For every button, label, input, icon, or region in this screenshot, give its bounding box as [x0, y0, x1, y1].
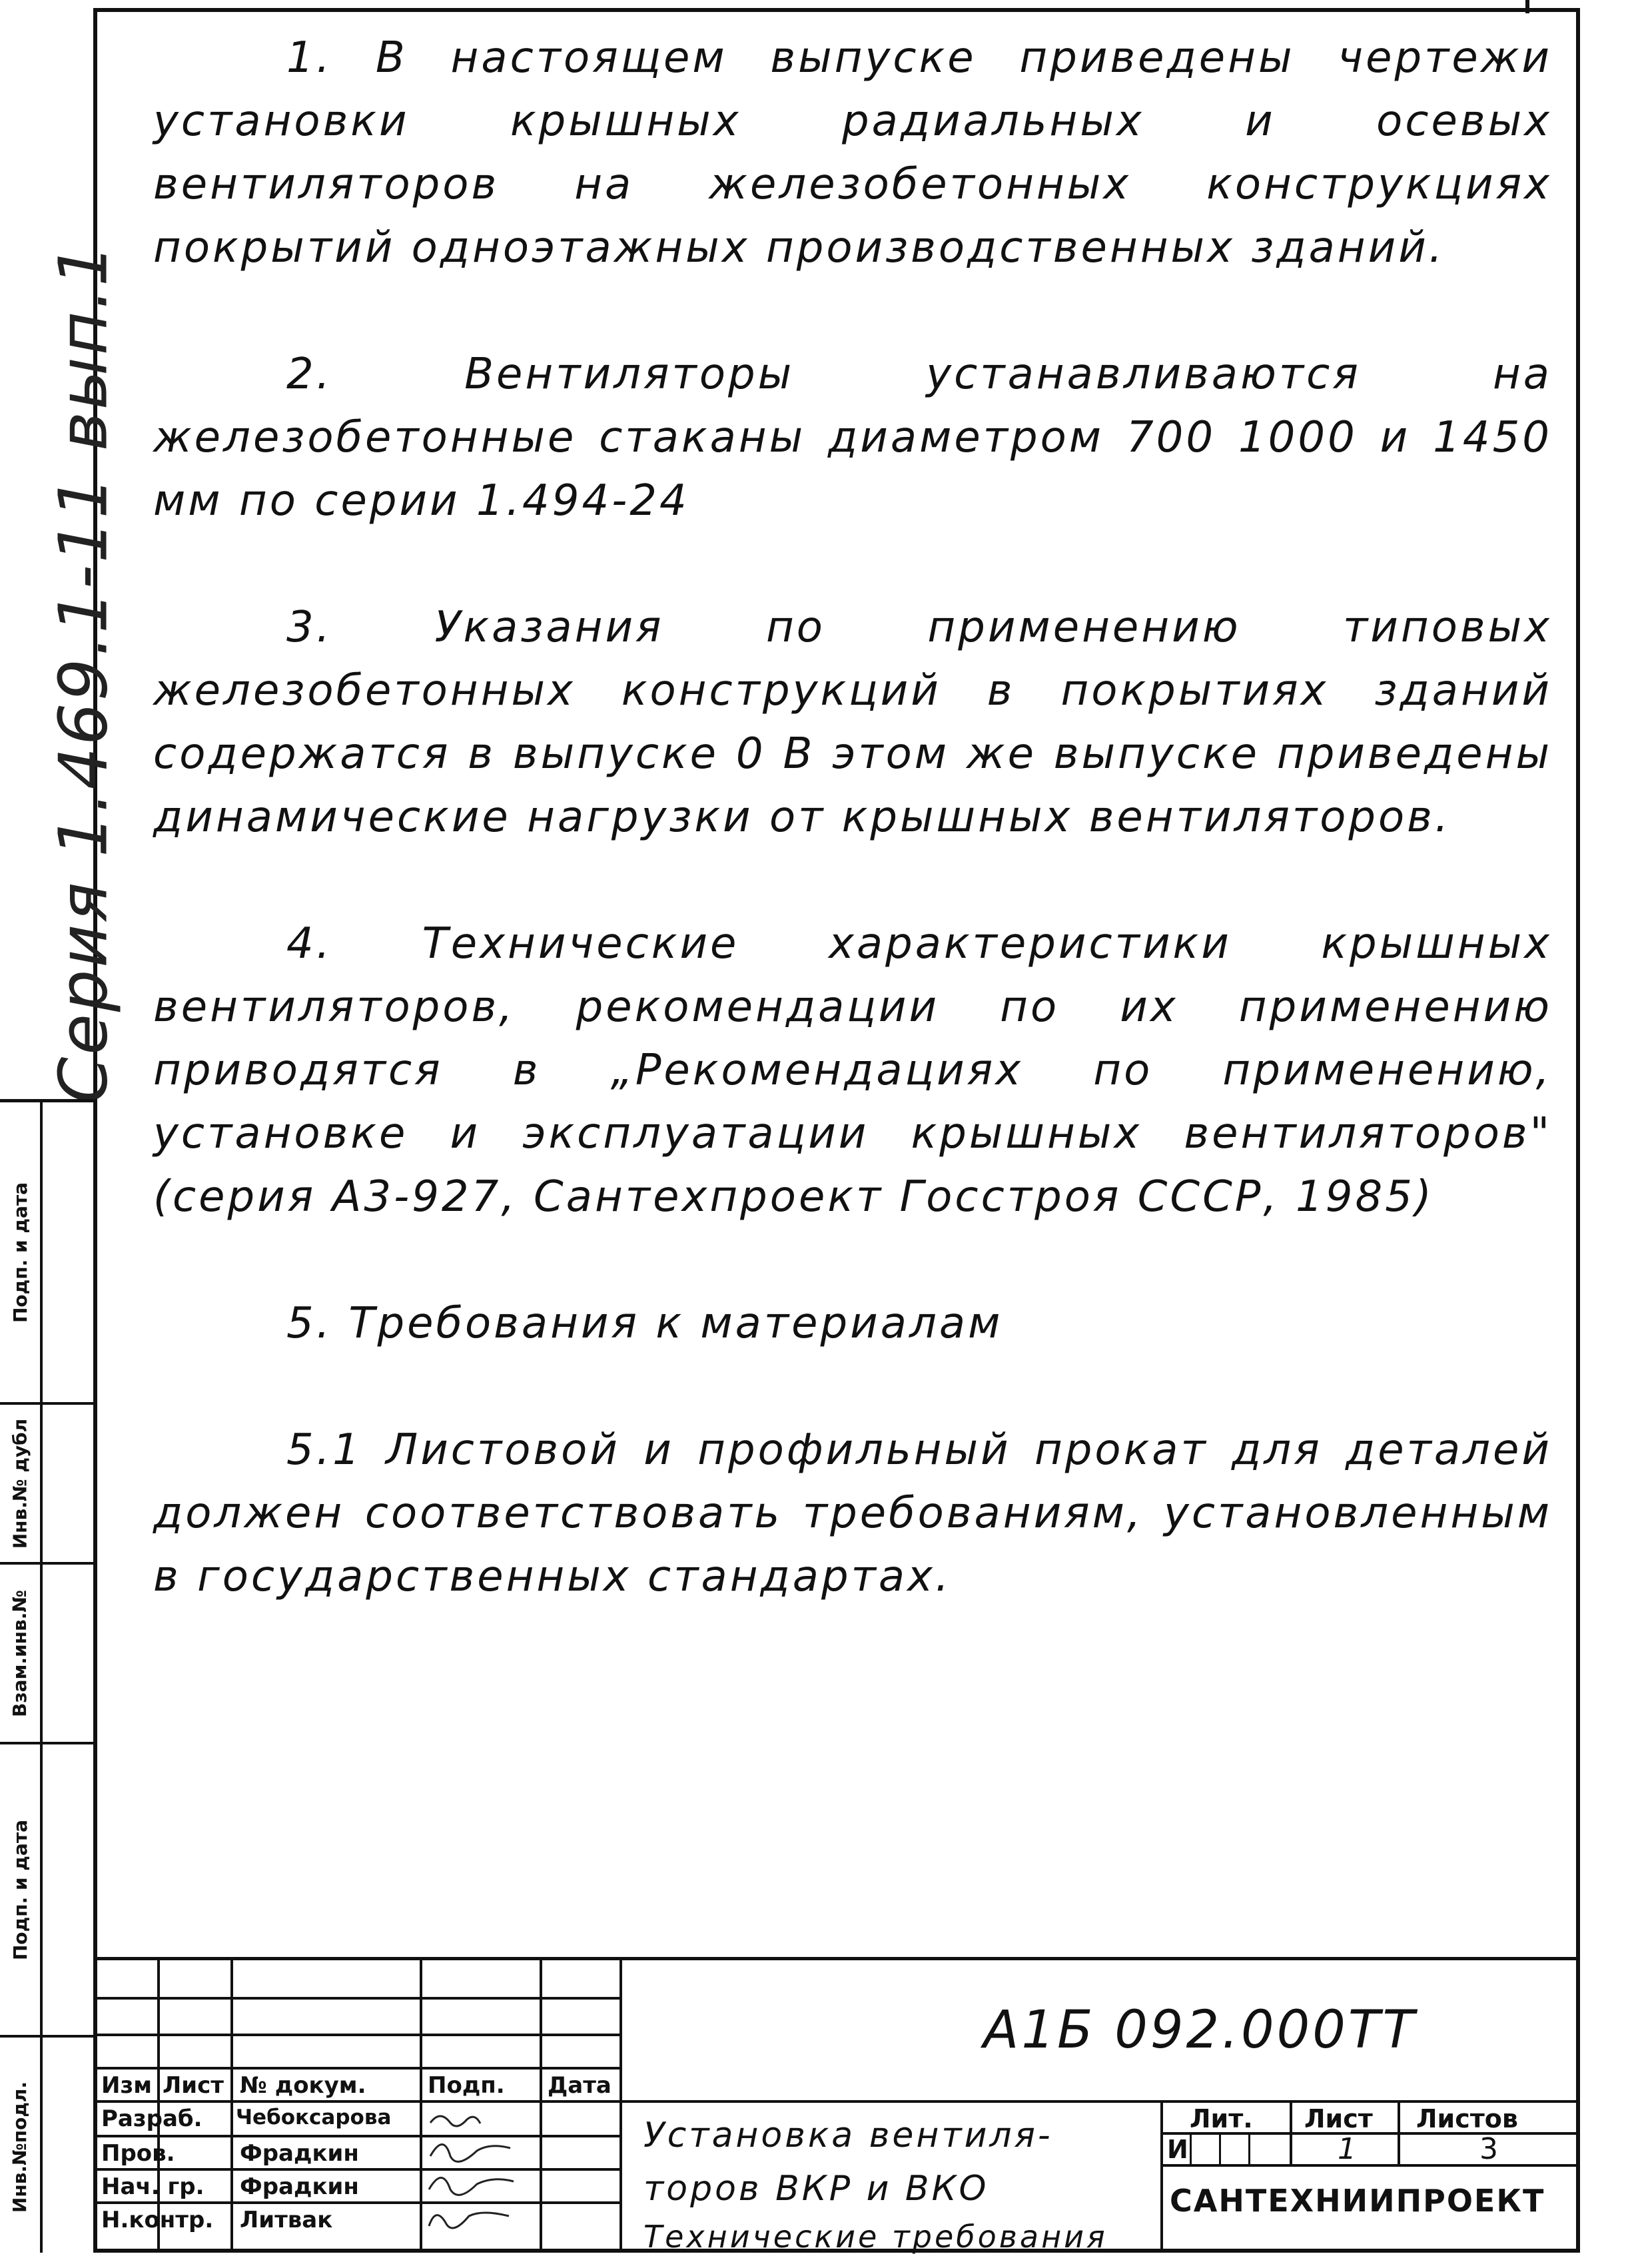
tb-grid-line [1219, 2132, 1221, 2164]
tb-grid-line [1248, 2132, 1250, 2164]
tb-grid-line [97, 2100, 1576, 2103]
name-checker: Фрадкин [240, 2140, 359, 2167]
role-checker: Пров. [101, 2140, 175, 2167]
value-sheet: 1 [1338, 2132, 1356, 2166]
tb-grid-line [230, 1960, 233, 2249]
tb-grid-line [619, 1960, 622, 2249]
organization-name: САНТЕХНИИПРОЕКТ [1170, 2183, 1545, 2219]
tb-grid-line [420, 1960, 422, 2249]
side-cell-orig-inv: Инв.№подл. [9, 2081, 31, 2213]
header-sign: Подп. [428, 2072, 505, 2099]
name-group-head: Фрадкин [240, 2173, 359, 2200]
tb-grid-line [1290, 2100, 1292, 2164]
side-cell-sign-date-1: Подп. и дата [9, 1182, 31, 1323]
paragraph-5-1: 5.1 Листовой и профильный прокат для деталей должен соответствовать требованиям, установленным в государственных стандартах. [153, 1425, 1552, 1601]
tb-grid-line [97, 2201, 619, 2204]
side-cell-dup-inv: Инв.№ дубл [9, 1418, 31, 1549]
tb-grid-line [97, 2034, 619, 2036]
title-block [97, 1957, 1576, 2255]
label-sheets: Листов [1416, 2104, 1518, 2133]
tb-grid-line [1190, 2132, 1192, 2164]
header-doc-no: № докум. [240, 2072, 366, 2099]
title-line-1: Установка вентиля- [643, 2115, 1053, 2155]
title-line-3: Технические требования [643, 2219, 1108, 2255]
side-stamp-divider [40, 1102, 43, 2253]
frame-corner-tick [1525, 0, 1529, 13]
role-developer: Разраб. [101, 2105, 203, 2132]
value-lit: И [1167, 2135, 1188, 2164]
tb-grid-line [97, 2067, 619, 2070]
side-stamp [0, 1099, 97, 2253]
tb-grid-line [1398, 2100, 1400, 2164]
label-lit: Лит. [1190, 2104, 1253, 2133]
side-cell-sign-date-2: Подп. и дата [9, 1819, 31, 1960]
paragraph-3: 3. Указания по применению типовых железобетонных конструкций в покрытиях зданий содержатся в выпуске 0 В этом же выпуске приведены динамические нагрузки от крышных вентиляторов. [153, 603, 1552, 842]
series-label: Серия 1.469.1-11 вып.1 [44, 242, 123, 1104]
tb-grid-line [97, 2135, 619, 2137]
value-sheets: 3 [1479, 2132, 1498, 2166]
tb-grid-line [97, 2168, 619, 2171]
technical-requirements-text [153, 27, 1552, 1672]
header-date: Дата [548, 2072, 612, 2099]
tb-grid-line [1160, 2100, 1163, 2249]
tb-grid-line [540, 1960, 542, 2249]
tb-grid-line [1160, 2164, 1576, 2167]
tb-grid-line [157, 1960, 160, 2249]
paragraph-4: 4. Технические характеристики крышных вентиляторов, рекомендации по их применению приводятся в „Рекомендациях по применению, установке и эксплуатации крышных вентиляторов" (серия А3-927, Сантехпроект Госстроя СССР, 1985) [153, 919, 1552, 1222]
role-norm-control: Н.контр. [101, 2207, 214, 2233]
signature-scribbles [424, 2103, 537, 2246]
tb-grid-line [97, 1997, 619, 2000]
document-code: А1Б 092.000ТТ [983, 2000, 1418, 2060]
label-sheet: Лист [1304, 2104, 1373, 2133]
paragraph-2: 2. Вентиляторы устанавливаются на железобетонные стаканы диаметром 700 1000 и 1450 мм по серии 1.494-24 [153, 350, 1552, 526]
header-izm: Изм [101, 2072, 153, 2099]
frame-right-line [1576, 8, 1580, 2253]
side-cell-replace-inv: Взам.инв.№ [9, 1589, 31, 1717]
role-group-head: Нач. гр. [101, 2173, 204, 2200]
header-list: Лист [163, 2072, 224, 2099]
name-norm-control: Литвак [240, 2207, 333, 2233]
paragraph-5-heading: 5. Требования к материалам [286, 1299, 1003, 1348]
title-line-2: торов ВКР и ВКО [643, 2169, 989, 2209]
name-developer: Чебоксарова [236, 2105, 392, 2129]
frame-top-line [93, 8, 1579, 12]
paragraph-1: 1. В настоящем выпуске приведены чертежи установки крышных радиальных и осевых вентиляторов на железобетонных конструкциях покрытий одноэтажных производственных зданий. [153, 33, 1552, 272]
